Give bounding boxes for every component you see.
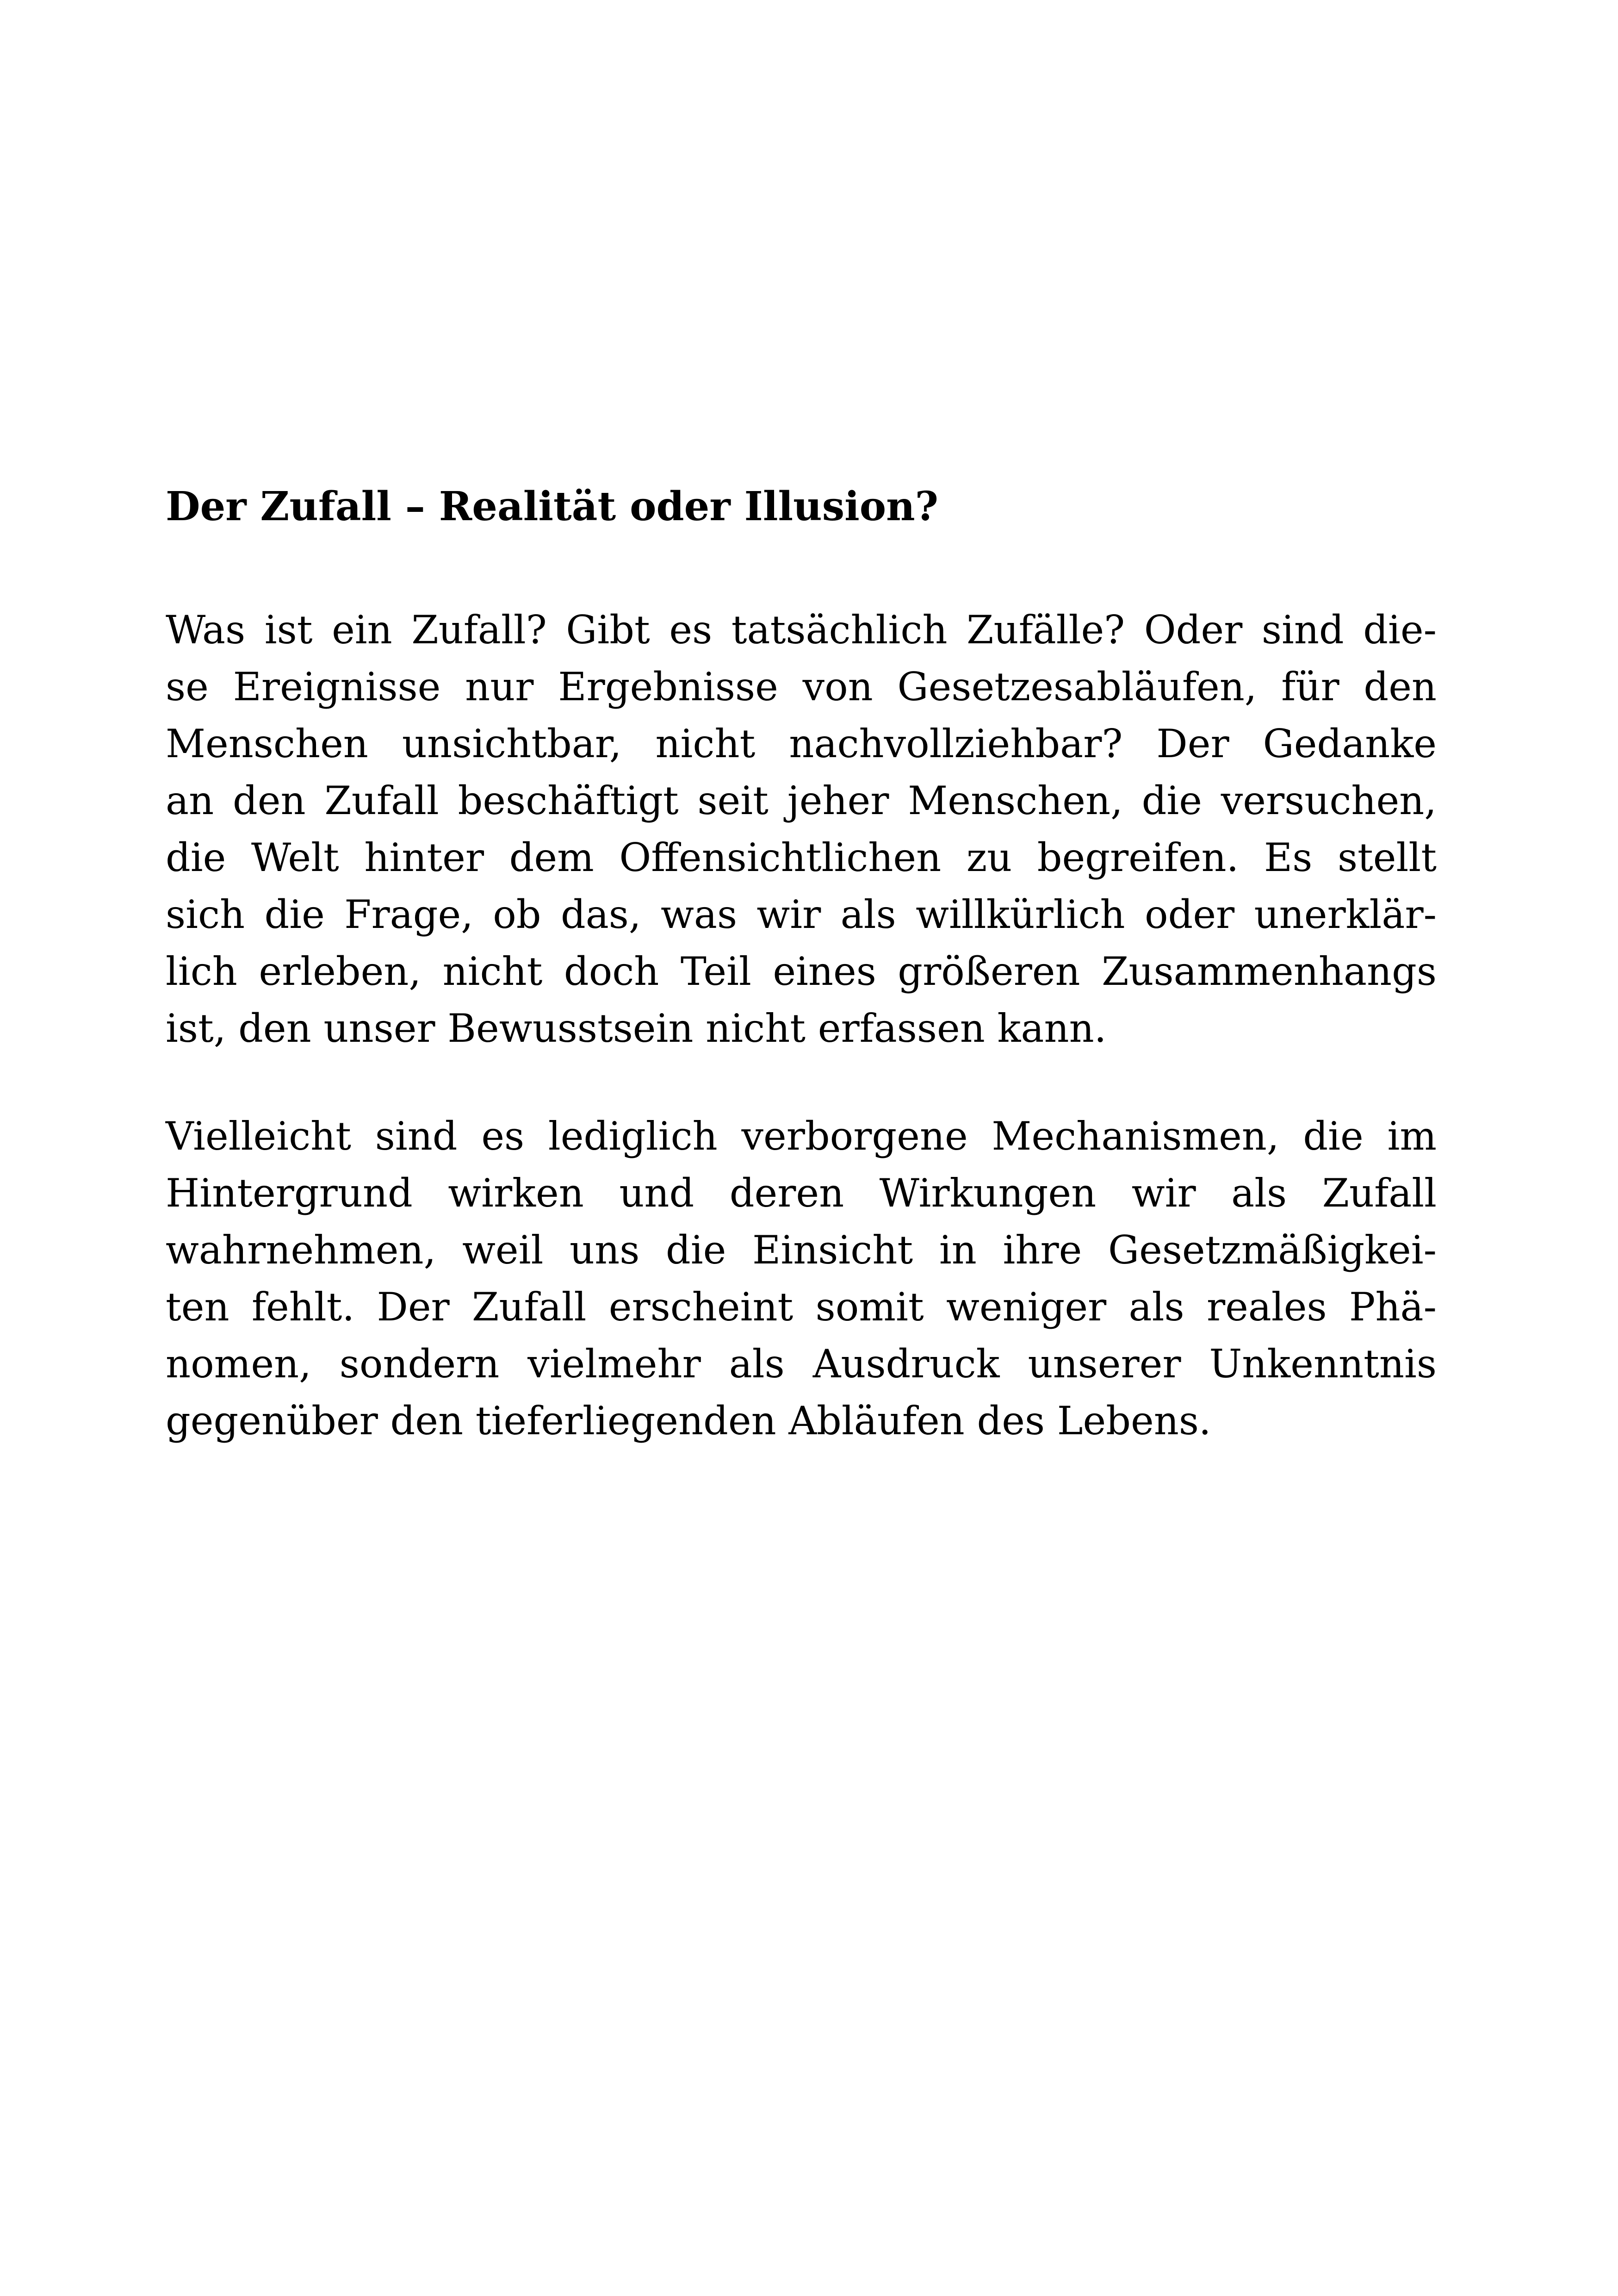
paragraph-line: sich die Frage, ob das, was wir als willkürlich oder unerklär- xyxy=(166,892,1437,937)
paragraph-1 xyxy=(166,602,1437,1057)
paragraph-2 xyxy=(166,1108,1437,1450)
paragraph-line: nomen, sondern vielmehr als Ausdruck unserer Unkenntnis xyxy=(166,1341,1437,1387)
paragraph-line: die Welt hinter dem Offensichtlichen zu begreifen. Es stellt xyxy=(166,835,1437,880)
document-body xyxy=(166,481,1437,1450)
paragraph-line: ist, den unser Bewusstsein nicht erfassen kann. xyxy=(166,1006,1107,1051)
paragraph-line: lich erleben, nicht doch Teil eines größeren Zusammenhangs xyxy=(166,949,1437,994)
paragraph-line: Vielleicht sind es lediglich verborgene Mechanismen, die im xyxy=(166,1114,1437,1159)
paragraph-line: ten fehlt. Der Zufall erscheint somit weniger als reales Phä- xyxy=(166,1284,1437,1330)
paragraph-line: gegenüber den tieferliegenden Abläufen des Lebens. xyxy=(166,1398,1211,1444)
paragraph-line: Menschen unsichtbar, nicht nachvollziehbar? Der Gedanke xyxy=(166,721,1437,766)
paragraph-line: se Ereignisse nur Ergebnisse von Gesetzesabläufen, für den xyxy=(166,664,1437,709)
paragraph-line: Was ist ein Zufall? Gibt es tatsächlich Zufälle? Oder sind die- xyxy=(166,607,1437,653)
paragraph-line: wahrnehmen, weil uns die Einsicht in ihre Gesetzmäßigkei- xyxy=(166,1227,1437,1273)
paragraph-line: Hintergrund wirken und deren Wirkungen wir als Zufall xyxy=(166,1170,1437,1216)
document-title: Der Zufall – Realität oder Illusion? xyxy=(166,483,939,530)
paragraph-line: an den Zufall beschäftigt seit jeher Menschen, die versuchen, xyxy=(166,778,1437,823)
